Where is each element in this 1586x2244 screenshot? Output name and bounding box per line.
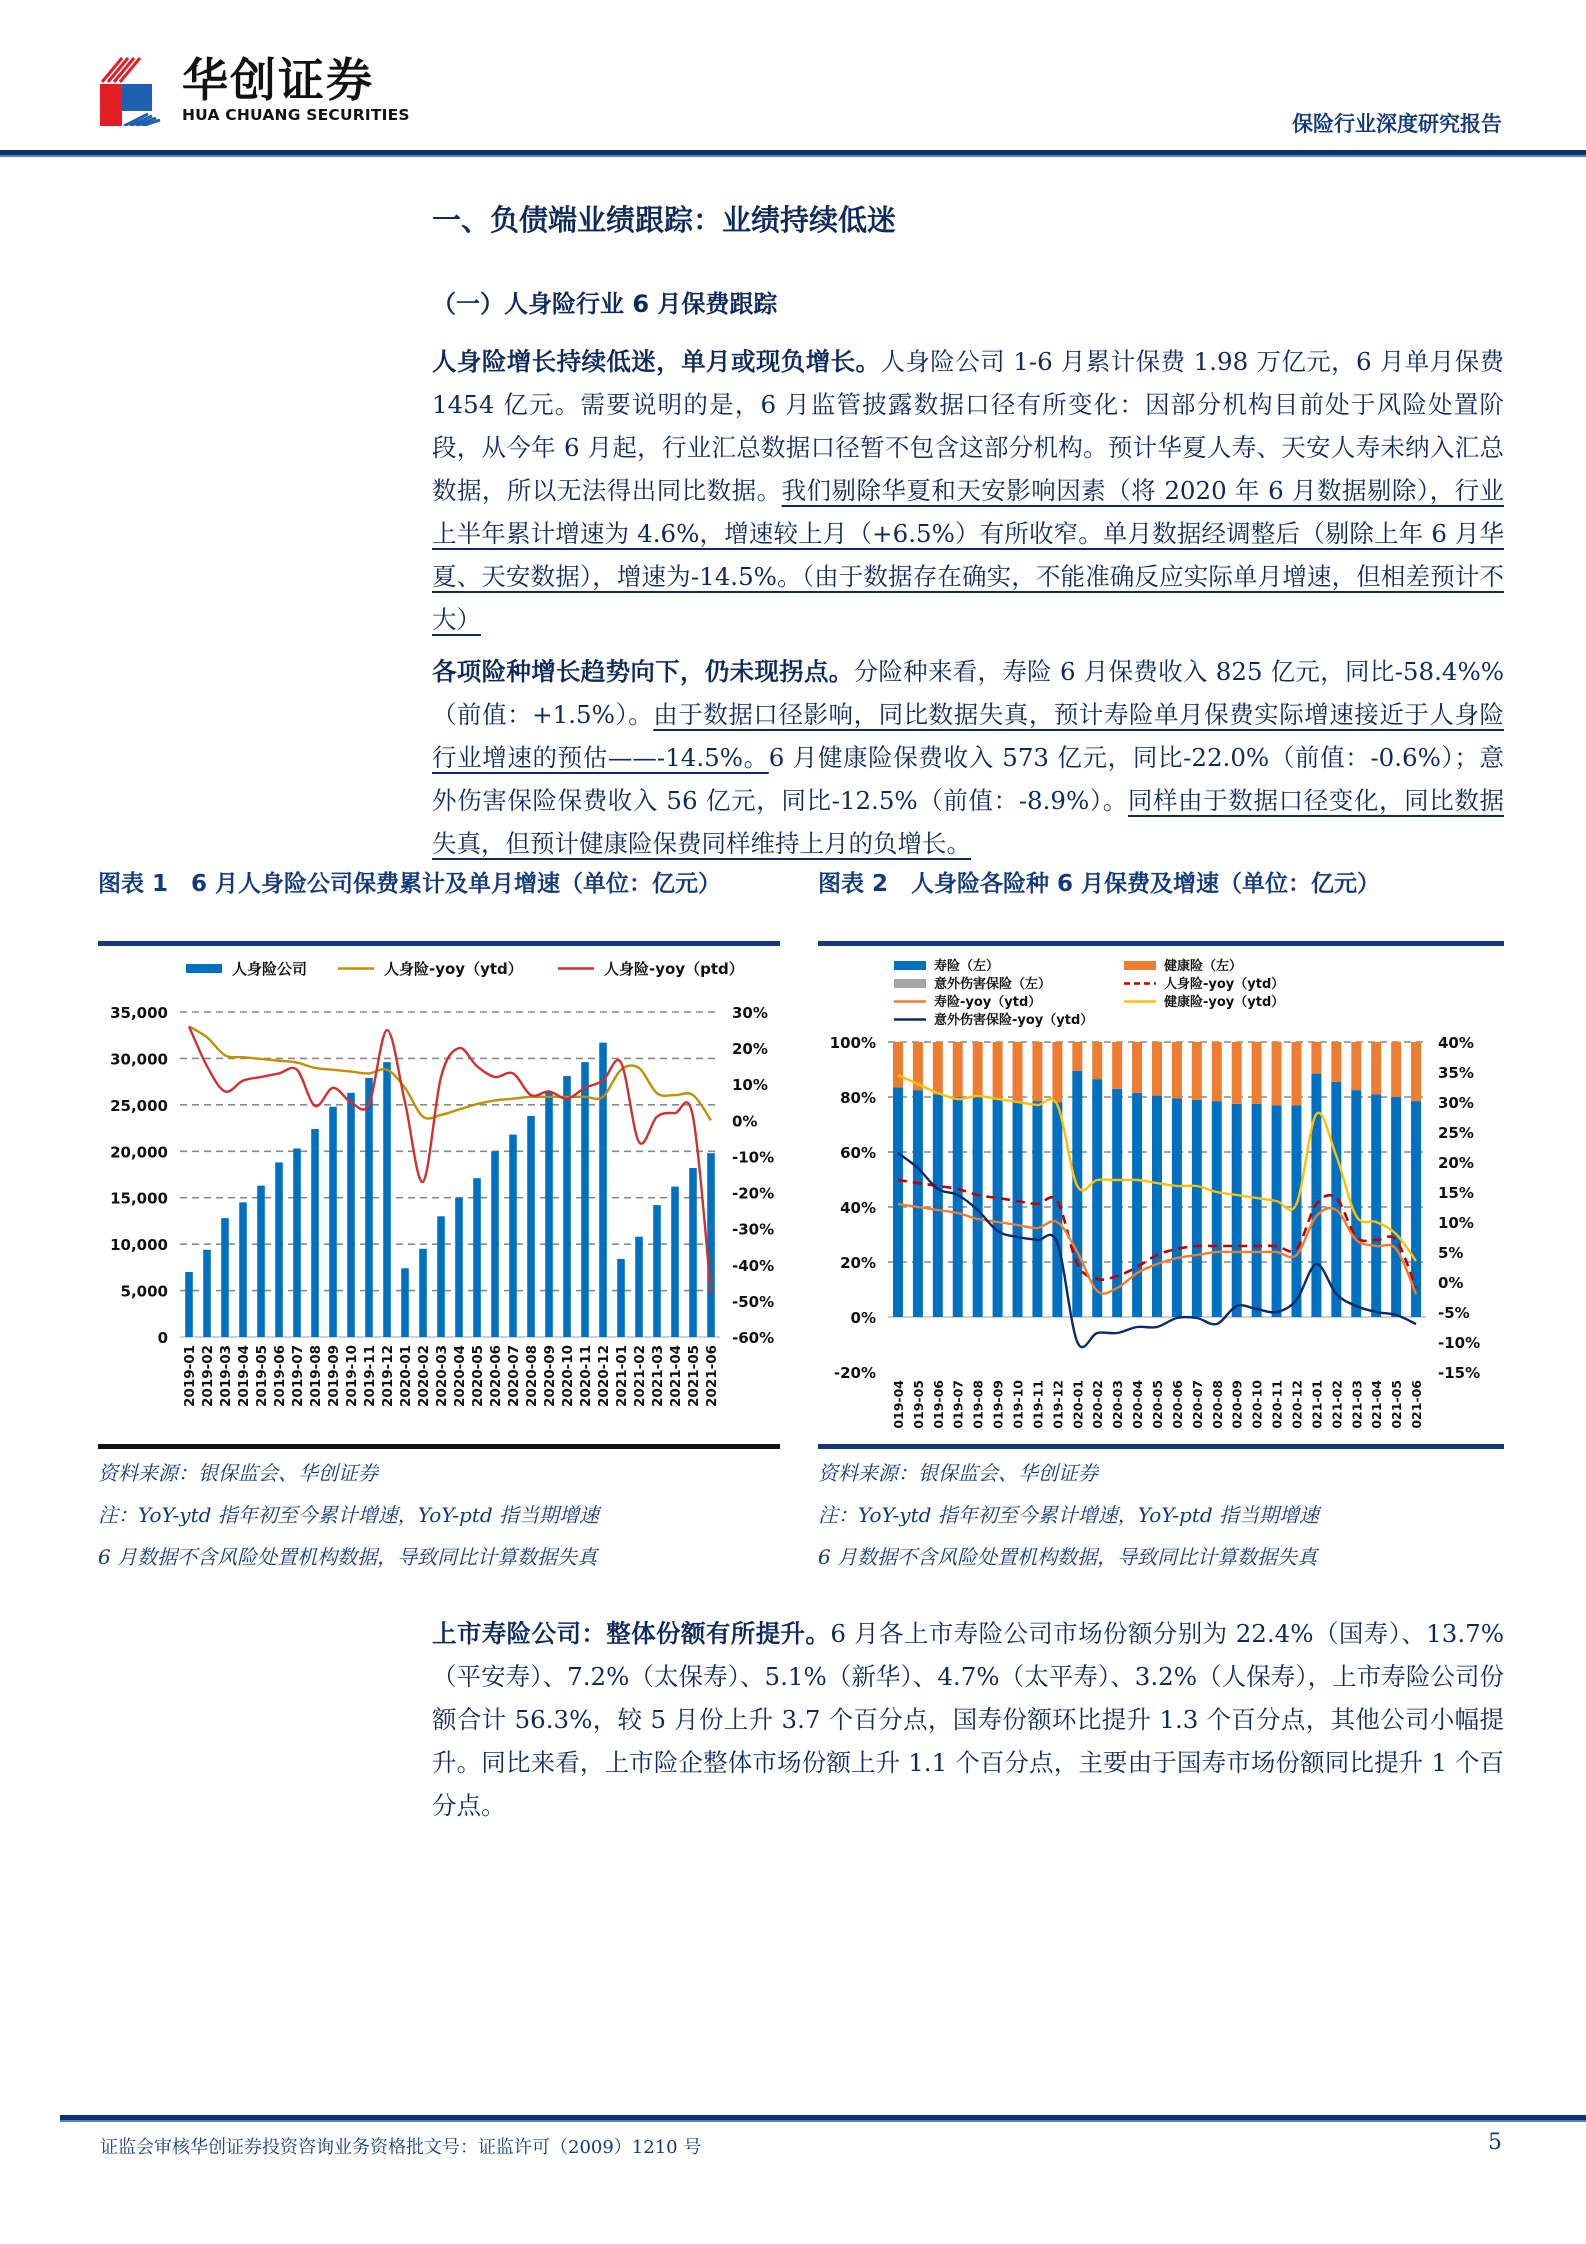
figure-1-note-2: 6 月数据不含风险处置机构数据，导致同比计算数据失真: [98, 1545, 598, 1569]
svg-text:2020-12: 2020-12: [1289, 1380, 1305, 1430]
svg-text:2021-03: 2021-03: [1349, 1380, 1365, 1430]
svg-text:2020-06: 2020-06: [488, 1345, 504, 1407]
svg-text:20,000: 20,000: [110, 1143, 168, 1162]
svg-text:0: 0: [157, 1329, 168, 1347]
svg-text:20%: 20%: [1438, 1154, 1474, 1172]
svg-text:2021-03: 2021-03: [650, 1345, 666, 1407]
svg-text:35%: 35%: [1438, 1064, 1474, 1082]
svg-text:意外伤害保险-yoy（ytd）: 意外伤害保险-yoy（ytd）: [934, 1013, 1094, 1028]
svg-text:2020-08: 2020-08: [1209, 1380, 1225, 1430]
svg-text:2020-07: 2020-07: [506, 1345, 522, 1407]
svg-text:30,000: 30,000: [110, 1050, 168, 1069]
logo-text-en: HUA CHUANG SECURITIES: [182, 106, 410, 124]
svg-text:-10%: -10%: [732, 1148, 775, 1167]
svg-text:2020-05: 2020-05: [470, 1345, 486, 1407]
footer-license: 证监会审核华创证券投资咨询业务资格批文号：证监许可（2009）1210 号: [100, 2137, 702, 2158]
svg-text:2020-03: 2020-03: [434, 1345, 450, 1407]
svg-text:人身险公司: 人身险公司: [232, 960, 308, 978]
svg-text:2020-11: 2020-11: [1269, 1380, 1285, 1430]
svg-text:2020-05: 2020-05: [1150, 1380, 1165, 1430]
svg-text:2020-11: 2020-11: [578, 1345, 594, 1407]
svg-text:寿险（左）: 寿险（左）: [934, 959, 1000, 974]
logo-mark: [100, 56, 180, 126]
svg-text:2021-02: 2021-02: [632, 1345, 648, 1407]
svg-text:2019-07: 2019-07: [950, 1380, 966, 1430]
svg-text:10%: 10%: [1438, 1214, 1474, 1232]
svg-text:-15%: -15%: [1438, 1364, 1481, 1382]
report-type: 保险行业深度研究报告: [1292, 111, 1502, 136]
svg-text:2020-12: 2020-12: [596, 1345, 612, 1407]
paragraph-1-body: 人身险公司 1-6 月累计保费 1.98 万亿元，6 月单月保费 1454 亿元。需要说明的是，6 月监管披露数据口径有所变化：因部分机构目前处于风险处置阶段，从今年 6 月起，行业汇总数据口径暂不包含这部分机构。预计华夏人寿、天安人寿未纳入汇总数据，所以无法得出同比数据。: [432, 347, 1505, 505]
subsection-title: （一）人身险行业 6 月保费跟踪: [432, 290, 778, 318]
paragraph-1-lead: 人身险增长持续低迷，单月或现负增长。: [432, 347, 881, 376]
svg-text:2019-04: 2019-04: [890, 1380, 906, 1430]
paragraph-1-underlined: 我们剔除华夏和天安影响因素（将 2020 年 6 月数据剔除），行业上半年累计增速为 4.6%，增速较上月（+6.5%）有所收窄。单月数据经调整后（剔除上年 6 月华夏、天安数据），增速为-14.5%。（由于数据存在确实，不能准确反应实际单月增速，但相差预计不大）: [432, 476, 1505, 634]
svg-text:人身险-yoy（ytd）: 人身险-yoy（ytd）: [1164, 977, 1285, 992]
svg-text:人身险-yoy（ptd）: 人身险-yoy（ptd）: [604, 960, 744, 978]
svg-text:2019-06: 2019-06: [930, 1380, 946, 1430]
svg-text:5%: 5%: [1438, 1244, 1464, 1262]
svg-text:30%: 30%: [732, 1004, 768, 1022]
svg-text:2019-05: 2019-05: [910, 1380, 926, 1430]
paragraph-2-body-1: 分险种来看，寿险 6 月保费收入 825 亿元，同比-58.4%%（前值：+1.5%）。: [432, 657, 1505, 729]
svg-text:30%: 30%: [1438, 1094, 1474, 1112]
figure-1-source: 资料来源：银保监会、华创证券: [98, 1461, 378, 1485]
paragraph-2-lead: 各项险种增长趋势向下，仍未现拐点。: [432, 657, 854, 686]
svg-text:2021-01: 2021-01: [1309, 1380, 1325, 1430]
svg-text:人身险-yoy（ytd）: 人身险-yoy（ytd）: [384, 960, 523, 978]
svg-text:2020-04: 2020-04: [452, 1345, 468, 1407]
svg-text:-60%: -60%: [732, 1329, 775, 1347]
svg-text:-5%: -5%: [1438, 1304, 1470, 1322]
figure-2-source: 资料来源：银保监会、华创证券: [818, 1461, 1098, 1485]
figure-1-note-1: 注：YoY-ytd 指年初至今累计增速，YoY-ptd 指当期增速: [98, 1503, 600, 1527]
svg-text:40%: 40%: [840, 1199, 876, 1217]
svg-text:20%: 20%: [732, 1040, 768, 1059]
svg-text:2020-08: 2020-08: [524, 1345, 540, 1407]
svg-text:2019-04: 2019-04: [236, 1345, 252, 1407]
svg-text:意外伤害保险（左）: 意外伤害保险（左）: [934, 977, 1052, 992]
paragraph-3-lead: 上市寿险公司：整体份额有所提升。: [432, 1619, 831, 1648]
svg-text:2020-02: 2020-02: [1090, 1380, 1106, 1430]
svg-text:2021-06: 2021-06: [1409, 1380, 1425, 1430]
svg-text:寿险-yoy（ytd）: 寿险-yoy（ytd）: [934, 995, 1042, 1010]
figure-1-bottom-rule: [98, 1444, 780, 1449]
svg-text:2019-10: 2019-10: [344, 1345, 360, 1407]
svg-text:5,000: 5,000: [120, 1282, 168, 1301]
svg-text:-20%: -20%: [732, 1184, 775, 1203]
svg-text:0%: 0%: [1438, 1274, 1464, 1292]
section-title: 一、负债端业绩跟踪：业绩持续低迷: [432, 203, 897, 237]
svg-text:60%: 60%: [840, 1144, 876, 1162]
svg-text:2021-02: 2021-02: [1329, 1380, 1345, 1430]
svg-text:35,000: 35,000: [110, 1004, 168, 1022]
figure-2-note-1: 注：YoY-ytd 指年初至今累计增速，YoY-ptd 指当期增速: [818, 1503, 1320, 1527]
svg-text:2020-09: 2020-09: [1229, 1380, 1245, 1430]
figure-1-chart: [98, 950, 788, 1430]
svg-text:2020-04: 2020-04: [1130, 1380, 1146, 1430]
svg-text:2019-05: 2019-05: [254, 1345, 270, 1407]
svg-text:2020-09: 2020-09: [542, 1345, 558, 1407]
paragraph-2: [432, 650, 1504, 865]
svg-text:-10%: -10%: [1438, 1334, 1481, 1352]
figure-2-title: 图表 2 人身险各险种 6 月保费及增速（单位：亿元）: [818, 871, 1381, 897]
svg-text:20%: 20%: [840, 1254, 876, 1272]
header-divider: [0, 150, 1586, 157]
svg-text:2020-10: 2020-10: [560, 1345, 576, 1407]
svg-text:-50%: -50%: [732, 1292, 775, 1311]
paragraph-2-body-2: 6 月健康险保费收入 573 亿元，同比-22.0%（前值：-0.6%）；意外伤害保险保费收入 56 亿元，同比-12.5%（前值：-8.9%）。: [432, 743, 1504, 815]
svg-text:2020-02: 2020-02: [416, 1345, 432, 1407]
chart-1-svg: [98, 950, 788, 1430]
svg-text:2020-07: 2020-07: [1189, 1380, 1205, 1430]
svg-text:2019-09: 2019-09: [990, 1380, 1006, 1430]
svg-text:0%: 0%: [732, 1112, 758, 1131]
svg-text:-30%: -30%: [732, 1220, 775, 1239]
svg-text:2020-01: 2020-01: [398, 1345, 414, 1407]
svg-text:2019-01: 2019-01: [182, 1345, 198, 1407]
paragraph-2-underlined-2: 同样由于数据口径变化，同比数据失真，但预计健康险保费同样维持上月的负增长。: [432, 786, 1504, 858]
svg-text:2021-01: 2021-01: [614, 1345, 630, 1407]
svg-text:健康险（左）: 健康险（左）: [1164, 959, 1243, 974]
figure-2-top-rule: [818, 941, 1504, 946]
svg-text:2019-07: 2019-07: [290, 1345, 306, 1407]
svg-text:2019-12: 2019-12: [1050, 1380, 1066, 1430]
svg-text:2019-03: 2019-03: [218, 1345, 234, 1407]
svg-text:25,000: 25,000: [110, 1096, 168, 1115]
figure-1-title: 图表 1 6 月人身险公司保费累计及单月增速（单位：亿元）: [98, 871, 722, 897]
svg-text:2019-12: 2019-12: [380, 1345, 396, 1407]
svg-text:100%: 100%: [829, 1034, 876, 1052]
svg-text:2019-11: 2019-11: [362, 1345, 378, 1407]
figure-2-bottom-rule: [818, 1444, 1504, 1449]
svg-text:2019-02: 2019-02: [200, 1345, 216, 1407]
svg-text:-40%: -40%: [732, 1256, 775, 1275]
figure-2-note-2: 6 月数据不含风险处置机构数据，导致同比计算数据失真: [818, 1545, 1318, 1569]
svg-text:40%: 40%: [1438, 1034, 1474, 1052]
svg-text:-20%: -20%: [833, 1364, 876, 1382]
paragraph-1: [432, 340, 1504, 641]
svg-text:10%: 10%: [732, 1076, 768, 1095]
svg-text:2021-05: 2021-05: [1389, 1380, 1405, 1430]
figure-2-chart: [818, 950, 1518, 1430]
footer-divider: [60, 2115, 1586, 2122]
chart-2-svg: [818, 950, 1518, 1430]
svg-text:15%: 15%: [1438, 1184, 1474, 1202]
svg-text:2019-06: 2019-06: [272, 1345, 288, 1407]
svg-text:2019-10: 2019-10: [1010, 1380, 1026, 1430]
svg-text:0%: 0%: [850, 1309, 876, 1327]
page-number: 5: [1488, 2130, 1502, 2155]
svg-text:2020-06: 2020-06: [1169, 1380, 1185, 1430]
svg-text:10,000: 10,000: [110, 1236, 168, 1255]
paragraph-3-body: 6 月各上市寿险公司市场份额分别为 22.4%（国寿）、13.7%（平安寿）、7.2%（太保寿）、5.1%（新华）、4.7%（太平寿）、3.2%（人保寿），上市寿险公司份额合计 56.3%，较 5 月份上升 3.7 个百分点，国寿份额环比提升 1.3 个百分点，其他公司小幅提升。同比来看，上市险企整体市场份额上升 1.1 个百分点，主要由于国寿市场份额同比提升 1 个百分点。: [432, 1619, 1504, 1820]
svg-text:15,000: 15,000: [110, 1189, 168, 1208]
paragraph-2-underlined-1: 由于数据口径影响，同比数据失真，预计寿险单月保费实际增速接近于人身险行业增速的预估——-14.5%。: [432, 700, 1504, 772]
figure-1-top-rule: [98, 941, 780, 946]
svg-text:2019-08: 2019-08: [970, 1380, 986, 1430]
svg-text:2019-08: 2019-08: [308, 1345, 324, 1407]
paragraph-3: [432, 1612, 1504, 1827]
svg-text:2021-04: 2021-04: [668, 1345, 684, 1407]
svg-text:25%: 25%: [1438, 1124, 1474, 1142]
svg-text:2021-04: 2021-04: [1369, 1380, 1385, 1430]
svg-text:2020-10: 2020-10: [1249, 1380, 1265, 1430]
svg-text:2019-09: 2019-09: [326, 1345, 342, 1407]
svg-text:80%: 80%: [840, 1089, 876, 1107]
svg-text:健康险-yoy（ytd）: 健康险-yoy（ytd）: [1164, 995, 1285, 1010]
logo-text-cn: 华创证券: [182, 53, 374, 107]
svg-text:2021-06: 2021-06: [704, 1345, 720, 1407]
svg-text:2020-03: 2020-03: [1110, 1380, 1126, 1430]
svg-text:2019-11: 2019-11: [1030, 1380, 1046, 1430]
svg-text:2020-01: 2020-01: [1070, 1380, 1086, 1430]
svg-text:2021-05: 2021-05: [686, 1345, 702, 1407]
